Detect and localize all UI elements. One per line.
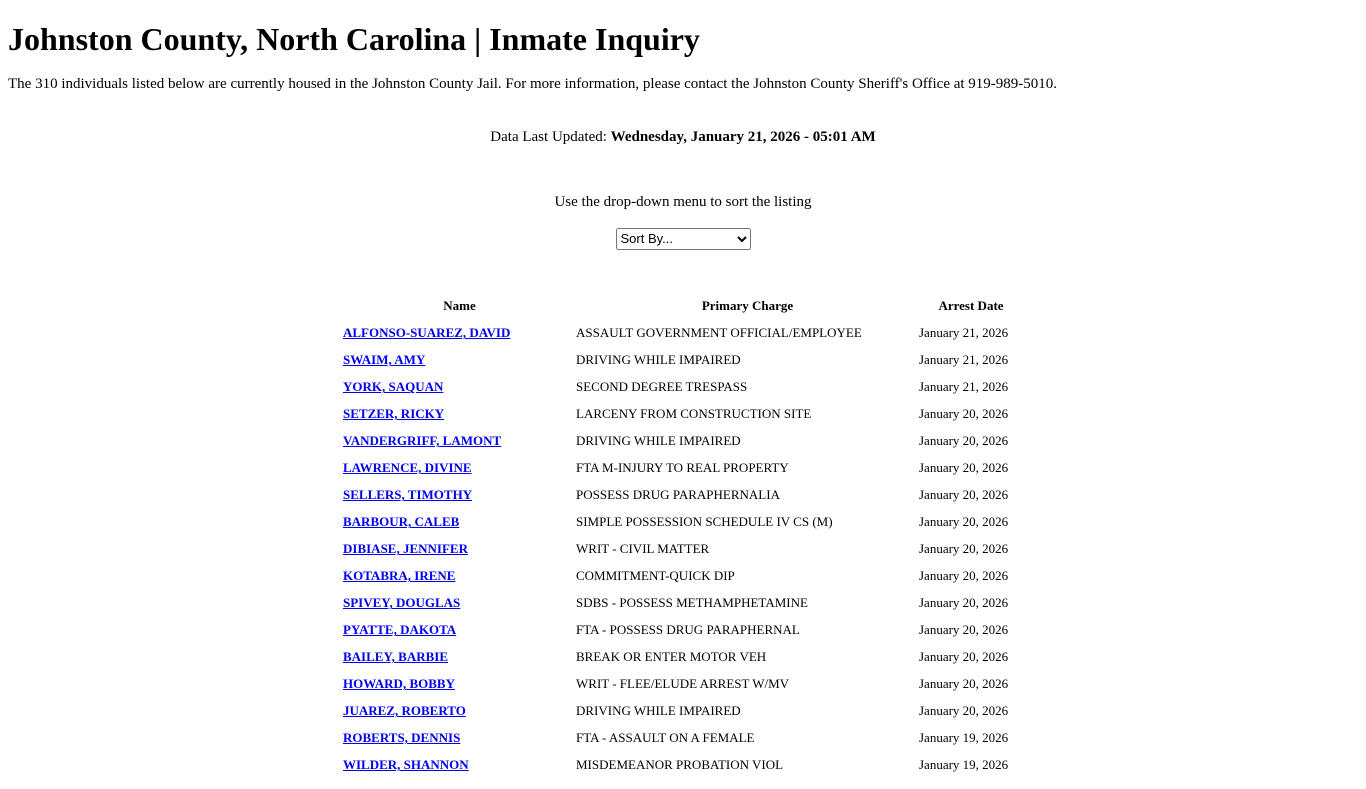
- inmate-name-link[interactable]: DIBIASE, JENNIFER: [343, 541, 468, 557]
- page-content: [0, 21, 1366, 779]
- arrest-date-cell: January 20, 2026: [919, 595, 1009, 611]
- arrest-date-cell: January 19, 2026: [919, 757, 1009, 773]
- intro-text: The 310 individuals listed below are currently housed in the Johnston County Jail. For more information, please contact the Johnston County Sheriff's Office at 919-989-5010.: [8, 75, 1058, 92]
- inmate-name-link[interactable]: YORK, SAQUAN: [343, 379, 444, 395]
- table-row: [343, 644, 1023, 671]
- table-row: [343, 455, 1023, 482]
- table-row: [343, 320, 1023, 347]
- inmate-name-link[interactable]: JUAREZ, ROBERTO: [343, 703, 466, 719]
- arrest-date-cell: January 21, 2026: [919, 325, 1009, 341]
- inmate-name-link[interactable]: SWAIM, AMY: [343, 352, 426, 368]
- primary-charge-cell: COMMITMENT-QUICK DIP: [576, 568, 735, 584]
- column-header-name: Name: [443, 298, 476, 314]
- table-row: [343, 752, 1023, 779]
- table-row: [343, 347, 1023, 374]
- arrest-date-cell: January 20, 2026: [919, 649, 1009, 665]
- inmate-name-link[interactable]: LAWRENCE, DIVINE: [343, 460, 472, 476]
- page-title: Johnston County, North Carolina | Inmate Inquiry: [8, 21, 700, 57]
- inmate-name-cell: [343, 482, 576, 509]
- inmate-name-cell: [343, 455, 576, 482]
- inmate-name-cell: [343, 644, 576, 671]
- data-last-updated-line: [8, 129, 1358, 146]
- primary-charge-cell: DRIVING WHILE IMPAIRED: [576, 433, 741, 449]
- arrest-date-cell: January 20, 2026: [919, 622, 1009, 638]
- inmate-name-cell: [343, 590, 576, 617]
- inmate-name-link[interactable]: PYATTE, DAKOTA: [343, 622, 457, 638]
- inmate-table-body: [343, 320, 1023, 779]
- primary-charge-cell: DRIVING WHILE IMPAIRED: [576, 352, 741, 368]
- primary-charge-cell: FTA - POSSESS DRUG PARAPHERNAL: [576, 622, 800, 638]
- table-header-row: [343, 293, 1023, 320]
- table-row: [343, 725, 1023, 752]
- inmate-name-cell: [343, 617, 576, 644]
- arrest-date-cell: January 19, 2026: [919, 730, 1009, 746]
- table-row: [343, 698, 1023, 725]
- inmate-name-cell: [343, 401, 576, 428]
- table-row: [343, 617, 1023, 644]
- inmate-name-cell: [343, 671, 576, 698]
- inmate-name-cell: [343, 536, 576, 563]
- arrest-date-cell: January 21, 2026: [919, 379, 1009, 395]
- inmate-name-cell: [343, 725, 576, 752]
- table-row: [343, 563, 1023, 590]
- table-row: [343, 482, 1023, 509]
- sort-dropdown-row: [8, 228, 1358, 250]
- primary-charge-cell: SDBS - POSSESS METHAMPHETAMINE: [576, 595, 808, 611]
- primary-charge-cell: FTA - ASSAULT ON A FEMALE: [576, 730, 755, 746]
- arrest-date-cell: January 20, 2026: [919, 676, 1009, 692]
- data-last-updated-label: Data Last Updated:: [490, 128, 611, 145]
- column-header-primary-charge: Primary Charge: [701, 298, 794, 314]
- arrest-date-cell: January 20, 2026: [919, 568, 1009, 584]
- primary-charge-cell: LARCENY FROM CONSTRUCTION SITE: [576, 406, 812, 422]
- data-last-updated-value: Wednesday, January 21, 2026 - 05:01 AM: [610, 128, 876, 145]
- inmate-name-link[interactable]: SPIVEY, DOUGLAS: [343, 595, 461, 611]
- arrest-date-cell: January 20, 2026: [919, 460, 1009, 476]
- primary-charge-cell: ASSAULT GOVERNMENT OFFICIAL/EMPLOYEE: [576, 325, 862, 341]
- inmate-name-cell: [343, 698, 576, 725]
- table-row: [343, 536, 1023, 563]
- arrest-date-cell: January 21, 2026: [919, 352, 1009, 368]
- inmate-name-cell: [343, 374, 576, 401]
- primary-charge-cell: MISDEMEANOR PROBATION VIOL: [576, 757, 784, 773]
- inmate-name-link[interactable]: VANDERGRIFF, LAMONT: [343, 433, 502, 449]
- arrest-date-cell: January 20, 2026: [919, 514, 1009, 530]
- inmate-name-cell: [343, 320, 576, 347]
- arrest-date-cell: January 20, 2026: [919, 541, 1009, 557]
- table-row: [343, 374, 1023, 401]
- primary-charge-cell: DRIVING WHILE IMPAIRED: [576, 703, 741, 719]
- primary-charge-cell: POSSESS DRUG PARAPHERNALIA: [576, 487, 780, 503]
- primary-charge-cell: SECOND DEGREE TRESPASS: [576, 379, 748, 395]
- inmate-name-cell: [343, 509, 576, 536]
- inmate-name-link[interactable]: HOWARD, BOBBY: [343, 676, 455, 692]
- sort-dropdown[interactable]: [616, 228, 751, 250]
- inmate-name-link[interactable]: SELLERS, TIMOTHY: [343, 487, 473, 503]
- arrest-date-cell: January 20, 2026: [919, 703, 1009, 719]
- primary-charge-cell: FTA M-INJURY TO REAL PROPERTY: [576, 460, 789, 476]
- inmate-table: [343, 293, 1023, 779]
- arrest-date-cell: January 20, 2026: [919, 487, 1009, 503]
- inmate-name-link[interactable]: WILDER, SHANNON: [343, 757, 469, 773]
- inmate-name-link[interactable]: ALFONSO-SUAREZ, DAVID: [343, 325, 511, 341]
- inmate-name-link[interactable]: BARBOUR, CALEB: [343, 514, 460, 530]
- table-row: [343, 590, 1023, 617]
- inmate-name-link[interactable]: ROBERTS, DENNIS: [343, 730, 461, 746]
- inmate-name-link[interactable]: KOTABRA, IRENE: [343, 568, 456, 584]
- primary-charge-cell: WRIT - FLEE/ELUDE ARREST W/MV: [576, 676, 790, 692]
- inmate-name-cell: [343, 752, 576, 779]
- primary-charge-cell: BREAK OR ENTER MOTOR VEH: [576, 649, 767, 665]
- table-row: [343, 428, 1023, 455]
- primary-charge-cell: SIMPLE POSSESSION SCHEDULE IV CS (M): [576, 514, 833, 530]
- column-header-arrest-date: Arrest Date: [938, 298, 1004, 314]
- primary-charge-cell: WRIT - CIVIL MATTER: [576, 541, 710, 557]
- table-row: [343, 671, 1023, 698]
- arrest-date-cell: January 20, 2026: [919, 406, 1009, 422]
- inmate-name-cell: [343, 563, 576, 590]
- inmate-name-cell: [343, 428, 576, 455]
- table-row: [343, 401, 1023, 428]
- inmate-name-cell: [343, 347, 576, 374]
- arrest-date-cell: January 20, 2026: [919, 433, 1009, 449]
- inmate-name-link[interactable]: SETZER, RICKY: [343, 406, 445, 422]
- table-row: [343, 509, 1023, 536]
- inmate-name-link[interactable]: BAILEY, BARBIE: [343, 649, 449, 665]
- sort-instruction: Use the drop-down menu to sort the listing: [554, 193, 812, 210]
